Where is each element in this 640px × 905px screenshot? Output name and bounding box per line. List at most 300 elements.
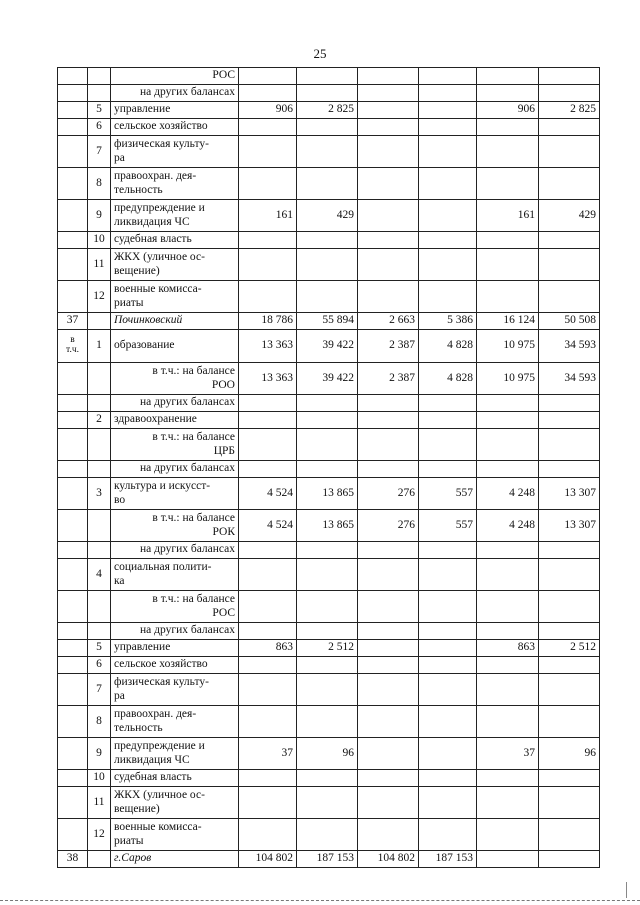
item-name-cell: на других балансах: [111, 85, 239, 102]
value-cell: [539, 591, 600, 623]
row-number-cell: [58, 640, 88, 657]
value-cell: 4 248: [477, 478, 539, 510]
value-cell: [477, 851, 539, 868]
value-cell: [477, 674, 539, 706]
value-cell: [477, 591, 539, 623]
value-cell: [239, 787, 297, 819]
value-cell: [477, 787, 539, 819]
value-cell: [419, 429, 477, 461]
subrow-number-cell: 2: [88, 412, 111, 429]
value-cell: [239, 119, 297, 136]
value-cell: [477, 395, 539, 412]
subrow-number-cell: 8: [88, 706, 111, 738]
value-cell: 34 593: [539, 363, 600, 395]
value-cell: [297, 461, 358, 478]
row-number-cell: [58, 249, 88, 281]
value-cell: 2 663: [358, 313, 419, 330]
item-name-cell: предупреждение и ликвидация ЧС: [111, 738, 239, 770]
value-cell: 2 512: [539, 640, 600, 657]
value-cell: [239, 395, 297, 412]
subrow-number-cell: 10: [88, 770, 111, 787]
row-number-cell: [58, 136, 88, 168]
item-name-cell: управление: [111, 640, 239, 657]
value-cell: 13 865: [297, 510, 358, 542]
value-cell: [419, 657, 477, 674]
value-cell: 10 975: [477, 363, 539, 395]
value-cell: [297, 232, 358, 249]
value-cell: 104 802: [358, 851, 419, 868]
value-cell: [358, 395, 419, 412]
value-cell: [539, 819, 600, 851]
subrow-number-cell: 4: [88, 559, 111, 591]
table-row: [58, 168, 600, 200]
value-cell: 429: [297, 200, 358, 232]
item-name-cell: военные комисса- риаты: [111, 281, 239, 313]
table-row: [58, 412, 600, 429]
item-name-cell: сельское хозяйство: [111, 119, 239, 136]
value-cell: [539, 119, 600, 136]
table-row: [58, 281, 600, 313]
item-name-cell: сельское хозяйство: [111, 657, 239, 674]
value-cell: [477, 249, 539, 281]
value-cell: [477, 429, 539, 461]
row-number-cell: [58, 623, 88, 640]
subrow-number-cell: 12: [88, 281, 111, 313]
value-cell: [239, 542, 297, 559]
value-cell: [539, 559, 600, 591]
item-name-cell: РОС: [111, 68, 239, 85]
value-cell: 13 363: [239, 330, 297, 363]
value-cell: [239, 770, 297, 787]
value-cell: [239, 674, 297, 706]
row-number-cell: [58, 770, 88, 787]
page-number: 25: [313, 46, 327, 61]
value-cell: [539, 168, 600, 200]
value-cell: [539, 657, 600, 674]
table-row: [58, 330, 600, 363]
item-name-cell: социальная полити- ка: [111, 559, 239, 591]
value-cell: [297, 657, 358, 674]
item-name-cell: судебная власть: [111, 770, 239, 787]
value-cell: 39 422: [297, 363, 358, 395]
row-number-cell: [58, 119, 88, 136]
value-cell: 906: [477, 102, 539, 119]
item-name-cell: управление: [111, 102, 239, 119]
item-name-cell: ЖКХ (уличное ос- вещение): [111, 249, 239, 281]
value-cell: 276: [358, 510, 419, 542]
value-cell: [477, 706, 539, 738]
row-number-cell: [58, 232, 88, 249]
subrow-number-cell: [88, 313, 111, 330]
value-cell: 557: [419, 510, 477, 542]
subrow-number-cell: [88, 85, 111, 102]
row-number-cell: [58, 395, 88, 412]
value-cell: [297, 85, 358, 102]
row-number-cell: [58, 85, 88, 102]
item-name-cell: образование: [111, 330, 239, 363]
table-row: [58, 706, 600, 738]
value-cell: [297, 706, 358, 738]
value-cell: 104 802: [239, 851, 297, 868]
value-cell: [419, 249, 477, 281]
value-cell: [358, 102, 419, 119]
subrow-number-cell: [88, 429, 111, 461]
row-number-cell: [58, 102, 88, 119]
table-row: [58, 395, 600, 412]
table-row: [58, 770, 600, 787]
value-cell: [358, 412, 419, 429]
table-row: [58, 787, 600, 819]
value-cell: [539, 136, 600, 168]
value-cell: [539, 249, 600, 281]
budget-table: [57, 67, 600, 868]
value-cell: 863: [239, 640, 297, 657]
subrow-number-cell: 1: [88, 330, 111, 363]
row-number-cell: [58, 200, 88, 232]
value-cell: [477, 168, 539, 200]
value-cell: [477, 461, 539, 478]
value-cell: [477, 136, 539, 168]
table-row: [58, 85, 600, 102]
value-cell: 4 828: [419, 363, 477, 395]
value-cell: [419, 102, 477, 119]
value-cell: [239, 591, 297, 623]
value-cell: [297, 559, 358, 591]
subrow-number-cell: 6: [88, 657, 111, 674]
item-name-cell: судебная власть: [111, 232, 239, 249]
table-row: [58, 461, 600, 478]
row-number-cell: [58, 281, 88, 313]
value-cell: [539, 461, 600, 478]
value-cell: 2 825: [297, 102, 358, 119]
value-cell: [297, 770, 358, 787]
value-cell: [477, 559, 539, 591]
table-row: [58, 851, 600, 868]
value-cell: [358, 200, 419, 232]
table-row: [58, 542, 600, 559]
value-cell: [358, 657, 419, 674]
value-cell: [358, 738, 419, 770]
row-number-cell: [58, 461, 88, 478]
table-row: [58, 559, 600, 591]
value-cell: [239, 623, 297, 640]
subrow-number-cell: [88, 68, 111, 85]
value-cell: [358, 674, 419, 706]
table-row: [58, 657, 600, 674]
subrow-number-cell: 8: [88, 168, 111, 200]
value-cell: [358, 136, 419, 168]
value-cell: 50 508: [539, 313, 600, 330]
subrow-number-cell: 7: [88, 674, 111, 706]
value-cell: [297, 136, 358, 168]
value-cell: [539, 68, 600, 85]
value-cell: 96: [297, 738, 358, 770]
value-cell: [358, 232, 419, 249]
value-cell: [358, 461, 419, 478]
row-number-cell: [58, 363, 88, 395]
item-name-cell: на других балансах: [111, 542, 239, 559]
value-cell: 276: [358, 478, 419, 510]
value-cell: [358, 281, 419, 313]
value-cell: [419, 412, 477, 429]
value-cell: 13 363: [239, 363, 297, 395]
value-cell: [358, 559, 419, 591]
value-cell: 13 865: [297, 478, 358, 510]
item-name-cell: на других балансах: [111, 623, 239, 640]
value-cell: [477, 819, 539, 851]
value-cell: 37: [239, 738, 297, 770]
value-cell: [419, 395, 477, 412]
value-cell: [477, 412, 539, 429]
table-row: [58, 623, 600, 640]
value-cell: 5 386: [419, 313, 477, 330]
subrow-number-cell: 5: [88, 102, 111, 119]
value-cell: [297, 281, 358, 313]
subrow-number-cell: [88, 395, 111, 412]
value-cell: [297, 412, 358, 429]
table-row: [58, 510, 600, 542]
value-cell: [539, 770, 600, 787]
value-cell: [297, 429, 358, 461]
row-number-cell: [58, 168, 88, 200]
value-cell: [239, 281, 297, 313]
subrow-number-cell: [88, 363, 111, 395]
item-name-cell: ЖКХ (уличное ос- вещение): [111, 787, 239, 819]
value-cell: [358, 623, 419, 640]
value-cell: [477, 623, 539, 640]
row-number-cell: [58, 819, 88, 851]
value-cell: [297, 591, 358, 623]
row-number-cell: [58, 478, 88, 510]
row-number-cell: [58, 738, 88, 770]
value-cell: [358, 770, 419, 787]
value-cell: 13 307: [539, 510, 600, 542]
item-name-cell: здравоохранение: [111, 412, 239, 429]
table-row: [58, 738, 600, 770]
value-cell: [419, 281, 477, 313]
value-cell: [539, 85, 600, 102]
value-cell: [239, 657, 297, 674]
value-cell: [539, 623, 600, 640]
row-number-cell: [58, 429, 88, 461]
value-cell: 863: [477, 640, 539, 657]
subrow-number-cell: [88, 623, 111, 640]
subrow-number-cell: [88, 591, 111, 623]
subrow-number-cell: 9: [88, 200, 111, 232]
value-cell: 2 825: [539, 102, 600, 119]
table-row: [58, 640, 600, 657]
table-row: [58, 200, 600, 232]
table-row: [58, 591, 600, 623]
value-cell: [358, 68, 419, 85]
value-cell: [477, 232, 539, 249]
row-number-cell: [58, 657, 88, 674]
value-cell: 37: [477, 738, 539, 770]
value-cell: [539, 429, 600, 461]
value-cell: 906: [239, 102, 297, 119]
value-cell: [297, 249, 358, 281]
table-row: [58, 102, 600, 119]
table-row: [58, 249, 600, 281]
value-cell: [477, 657, 539, 674]
value-cell: [297, 168, 358, 200]
value-cell: [419, 542, 477, 559]
value-cell: [419, 640, 477, 657]
value-cell: 557: [419, 478, 477, 510]
item-name-cell: на других балансах: [111, 395, 239, 412]
value-cell: [539, 851, 600, 868]
table-row: [58, 68, 600, 85]
value-cell: [297, 819, 358, 851]
row-number-cell: [58, 591, 88, 623]
value-cell: [419, 787, 477, 819]
subrow-number-cell: 3: [88, 478, 111, 510]
row-number-cell: [58, 706, 88, 738]
value-cell: [419, 119, 477, 136]
value-cell: [419, 623, 477, 640]
row-number-cell: 37: [58, 313, 88, 330]
value-cell: [239, 429, 297, 461]
table-row: [58, 119, 600, 136]
subrow-number-cell: 9: [88, 738, 111, 770]
value-cell: [239, 819, 297, 851]
value-cell: [419, 136, 477, 168]
value-cell: 39 422: [297, 330, 358, 363]
value-cell: [358, 85, 419, 102]
value-cell: [419, 85, 477, 102]
value-cell: 2 387: [358, 363, 419, 395]
value-cell: 4 524: [239, 510, 297, 542]
value-cell: [477, 85, 539, 102]
value-cell: [239, 168, 297, 200]
value-cell: 161: [477, 200, 539, 232]
value-cell: [477, 770, 539, 787]
value-cell: [419, 706, 477, 738]
value-cell: [239, 559, 297, 591]
page-bottom-rule: [0, 900, 640, 902]
value-cell: [539, 232, 600, 249]
value-cell: [477, 281, 539, 313]
value-cell: [419, 819, 477, 851]
value-cell: [297, 787, 358, 819]
value-cell: [419, 168, 477, 200]
value-cell: [297, 119, 358, 136]
item-name-cell: г.Саров: [111, 851, 239, 868]
value-cell: [419, 591, 477, 623]
subrow-number-cell: 10: [88, 232, 111, 249]
table-row: [58, 819, 600, 851]
table-row: [58, 363, 600, 395]
table-row: [58, 674, 600, 706]
value-cell: [358, 706, 419, 738]
row-number-cell: [58, 559, 88, 591]
value-cell: [419, 674, 477, 706]
value-cell: [539, 281, 600, 313]
value-cell: [358, 429, 419, 461]
row-number-cell: в т.ч.: [58, 330, 88, 363]
value-cell: 187 153: [297, 851, 358, 868]
value-cell: 18 786: [239, 313, 297, 330]
value-cell: [419, 461, 477, 478]
row-number-cell: [58, 787, 88, 819]
value-cell: [539, 674, 600, 706]
row-number-cell: 38: [58, 851, 88, 868]
item-name-cell: на других балансах: [111, 461, 239, 478]
value-cell: 429: [539, 200, 600, 232]
value-cell: [239, 68, 297, 85]
item-name-cell: предупреждение и ликвидация ЧС: [111, 200, 239, 232]
value-cell: 4 828: [419, 330, 477, 363]
item-name-cell: в т.ч.: на балансе РОО: [111, 363, 239, 395]
value-cell: 96: [539, 738, 600, 770]
subrow-number-cell: [88, 851, 111, 868]
value-cell: 10 975: [477, 330, 539, 363]
value-cell: [358, 119, 419, 136]
item-name-cell: правоохран. дея- тельность: [111, 168, 239, 200]
value-cell: [358, 249, 419, 281]
value-cell: [419, 770, 477, 787]
table-row: [58, 478, 600, 510]
item-name-cell: культура и искусст- во: [111, 478, 239, 510]
subrow-number-cell: 11: [88, 787, 111, 819]
value-cell: [539, 787, 600, 819]
table-row: [58, 232, 600, 249]
item-name-cell: физическая культу- ра: [111, 674, 239, 706]
value-cell: 34 593: [539, 330, 600, 363]
value-cell: 2 512: [297, 640, 358, 657]
value-cell: [239, 461, 297, 478]
value-cell: [477, 68, 539, 85]
row-number-cell: [58, 510, 88, 542]
item-name-cell: в т.ч.: на балансе РОК: [111, 510, 239, 542]
value-cell: [358, 168, 419, 200]
value-cell: [297, 674, 358, 706]
value-cell: [358, 787, 419, 819]
item-name-cell: в т.ч.: на балансе РОС: [111, 591, 239, 623]
value-cell: [297, 542, 358, 559]
value-cell: 55 894: [297, 313, 358, 330]
subrow-number-cell: 7: [88, 136, 111, 168]
table-row: [58, 136, 600, 168]
value-cell: [239, 136, 297, 168]
value-cell: [419, 559, 477, 591]
value-cell: 16 124: [477, 313, 539, 330]
value-cell: [358, 819, 419, 851]
subrow-number-cell: 11: [88, 249, 111, 281]
value-cell: [539, 706, 600, 738]
value-cell: [239, 412, 297, 429]
value-cell: [297, 623, 358, 640]
subrow-number-cell: [88, 542, 111, 559]
item-name-cell: в т.ч.: на балансе ЦРБ: [111, 429, 239, 461]
value-cell: 13 307: [539, 478, 600, 510]
page-edge-mark: [626, 882, 627, 898]
value-cell: 187 153: [419, 851, 477, 868]
subrow-number-cell: 5: [88, 640, 111, 657]
row-number-cell: [58, 542, 88, 559]
value-cell: [477, 542, 539, 559]
value-cell: 2 387: [358, 330, 419, 363]
value-cell: 161: [239, 200, 297, 232]
value-cell: [477, 119, 539, 136]
item-name-cell: правоохран. дея- тельность: [111, 706, 239, 738]
value-cell: [358, 591, 419, 623]
value-cell: [419, 738, 477, 770]
value-cell: [239, 85, 297, 102]
subrow-number-cell: [88, 461, 111, 478]
value-cell: [419, 200, 477, 232]
subrow-number-cell: 6: [88, 119, 111, 136]
